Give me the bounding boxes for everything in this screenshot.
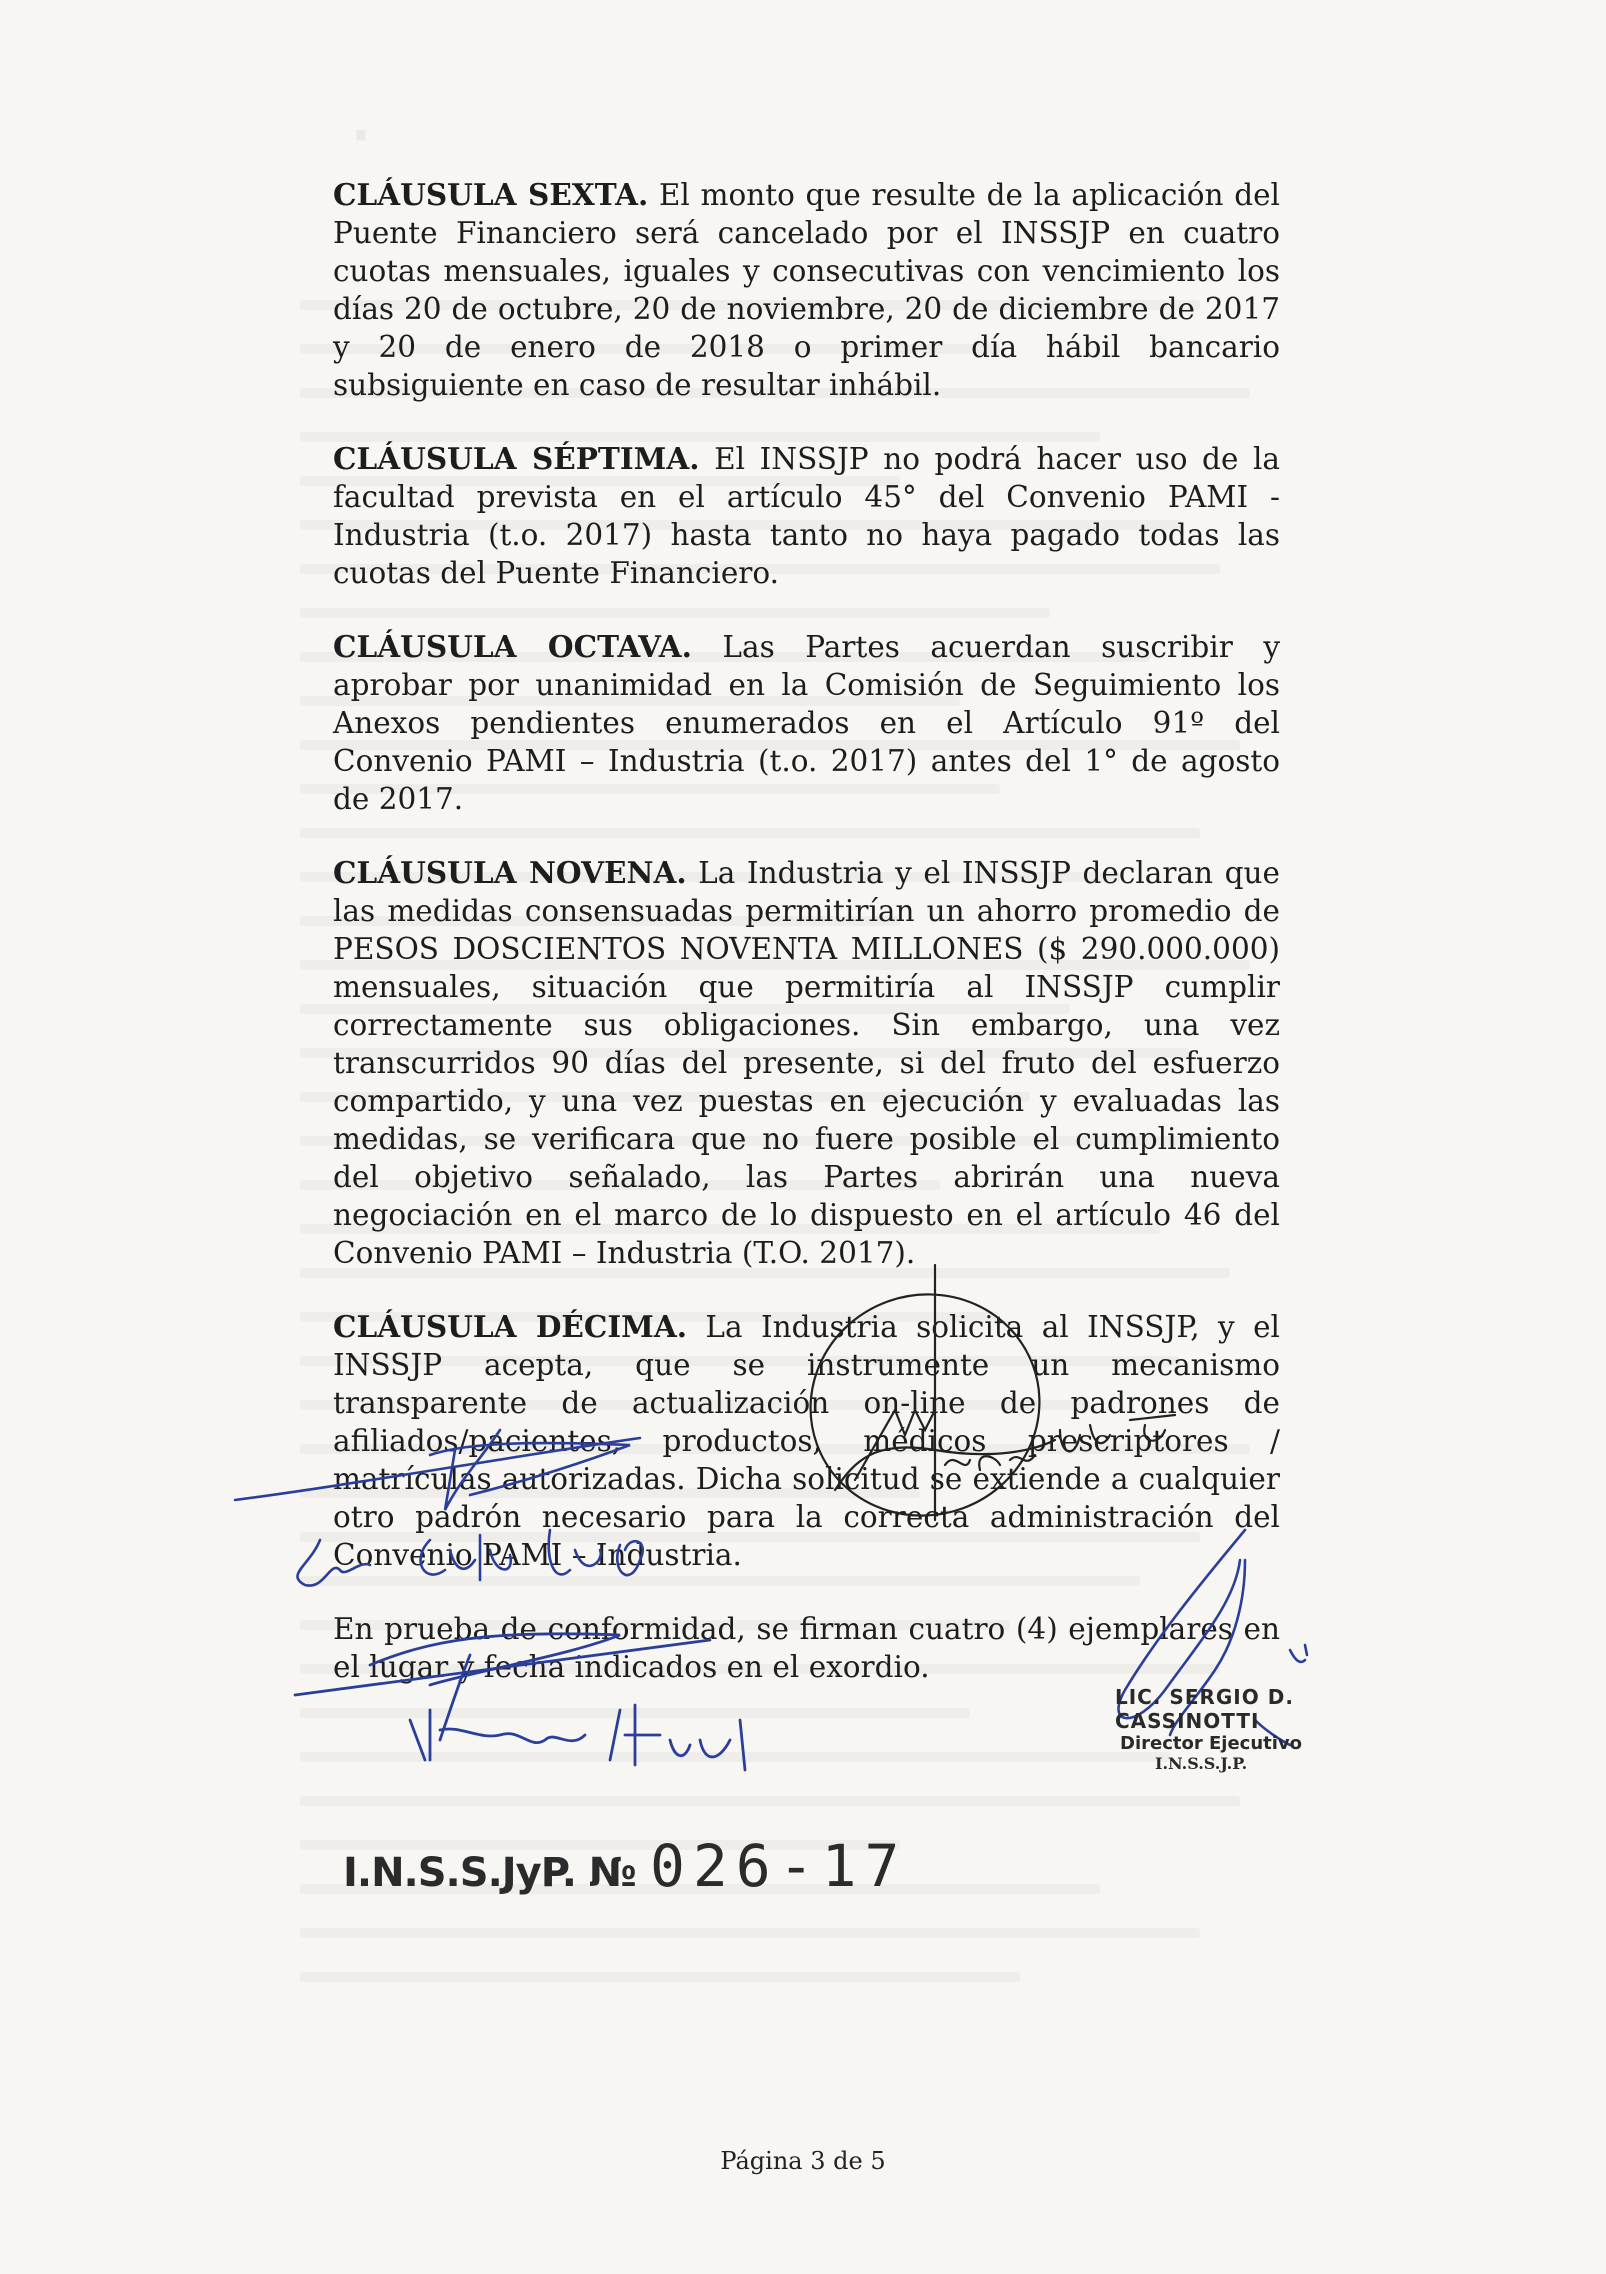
clause-text: Las Partes acuerdan suscribir y aprobar por unanimidad en la Comisión de Seguimiento los Anexos pendientes enumerados en el Artículo 91º del Convenio PAMI – Industria (t.o. 2017) antes del 1° de agosto de 2017. bbox=[333, 630, 1281, 816]
stamp-title: Director Ejecutivo bbox=[1120, 1733, 1303, 1754]
signature-2 bbox=[795, 1260, 1275, 1564]
doc-number-prefix: I.N.S.S.JyP. № bbox=[343, 1850, 636, 1896]
clause-text: La Industria solicita al INSSJP, y el INSSJP acepta, que se instrumente un mecanismo transparente de actualización on-line de padrones de afiliados/pacientes, productos, médicos prescriptores / matrículas autorizadas. Dicha solicitud se extiende a cualquier otro padrón necesario para la correcta administración del Convenio PAMI – Industria. bbox=[333, 1310, 1280, 1572]
clause-heading: CLÁUSULA OCTAVA. bbox=[333, 629, 692, 664]
clause-heading: CLÁUSULA SEXTA. bbox=[333, 177, 649, 212]
clause-novena bbox=[333, 854, 1280, 1272]
show-through-number: · bbox=[340, 95, 393, 177]
clause-heading: CLÁUSULA DÉCIMA. bbox=[333, 1309, 687, 1344]
signature-3 bbox=[290, 1610, 770, 1784]
signature-1 bbox=[230, 1400, 690, 1604]
doc-number: 026-17 bbox=[649, 1832, 908, 1900]
clause-septima bbox=[333, 440, 1280, 592]
clause-octava bbox=[333, 628, 1280, 818]
page-footer: Página 3 de 5 bbox=[720, 2147, 886, 2175]
clause-text: La Industria y el INSSJP declaran que las medidas consensuadas permitirían un ahorro promedio de PESOS DOSCIENTOS NOVENTA MILLONES ($ 290.000.000) mensuales, situación que permitiría al INSSJP cumplir correctamente sus obligaciones. Sin embargo, una vez transcurridos 90 días del presente, si del fruto del esfuerzo compartido, y una vez puestas en ejecución y evaluadas las medidas, se verificara que no fuere posible el cumplimiento del objetivo señalado, las Partes abrirán una nueva negociación en el marco de lo dispuesto en el artículo 46 del Convenio PAMI – Industria (T.O. 2017). bbox=[333, 856, 1280, 1270]
clause-text: El monto que resulte de la aplicación del Puente Financiero será cancelado por el INSSJP en cuatro cuotas mensuales, iguales y consecutivas con vencimiento los días 20 de octubre, 20 de noviembre, 20 de diciembre de 2017 y 20 de enero de 2018 o primer día hábil bancario subsiguiente en caso de resultar inhábil. bbox=[333, 178, 1280, 402]
executive-stamp bbox=[1115, 1685, 1375, 1773]
document-number-stamp bbox=[343, 1832, 907, 1900]
clause-heading: CLÁUSULA SÉPTIMA. bbox=[333, 441, 700, 476]
clause-text: El INSSJP no podrá hacer uso de la facultad prevista en el artículo 45° del Convenio PAMI - Industria (t.o. 2017) hasta tanto no haya pagado todas las cuotas del Puente Financiero. bbox=[333, 442, 1280, 590]
clause-heading: CLÁUSULA NOVENA. bbox=[333, 855, 687, 890]
closing-statement: En prueba de conformidad, se firman cuatro (4) ejemplares en el lugar y fecha indicados en el exordio. bbox=[333, 1612, 1280, 1684]
clause-sexta bbox=[333, 176, 1280, 404]
stamp-org: I.N.S.S.J.P. bbox=[1155, 1754, 1248, 1773]
stamp-name: LIC. SERGIO D. CASSINOTTI bbox=[1115, 1685, 1294, 1733]
